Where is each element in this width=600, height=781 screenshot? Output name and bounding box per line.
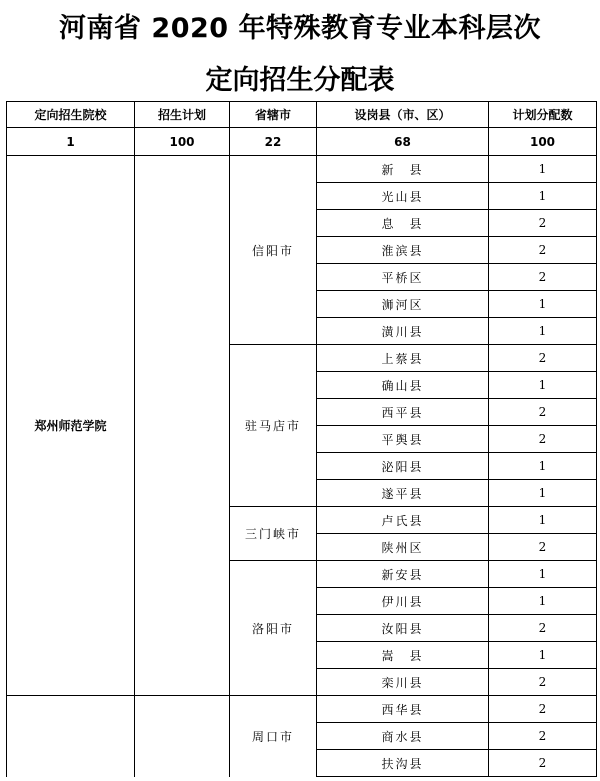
allocation-cell: 2 <box>489 264 597 291</box>
allocation-cell: 1 <box>489 183 597 210</box>
total-plan: 100 <box>135 128 230 156</box>
allocation-cell: 1 <box>489 372 597 399</box>
allocation-cell: 2 <box>489 696 597 723</box>
allocation-cell: 2 <box>489 534 597 561</box>
county-cell: 平舆县 <box>317 426 489 453</box>
county-cell: 卢氏县 <box>317 507 489 534</box>
allocation-cell: 2 <box>489 210 597 237</box>
allocation-cell: 2 <box>489 723 597 750</box>
county-cell: 嵩 县 <box>317 642 489 669</box>
allocation-cell: 1 <box>489 561 597 588</box>
county-cell: 淮滨县 <box>317 237 489 264</box>
county-cell: 上蔡县 <box>317 345 489 372</box>
allocation-table <box>6 101 597 777</box>
county-cell: 平桥区 <box>317 264 489 291</box>
county-cell: 栾川县 <box>317 669 489 696</box>
plan-cell <box>135 156 230 696</box>
county-cell: 扶沟县 <box>317 750 489 777</box>
county-cell: 遂平县 <box>317 480 489 507</box>
county-cell: 商水县 <box>317 723 489 750</box>
allocation-cell: 1 <box>489 480 597 507</box>
county-cell: 确山县 <box>317 372 489 399</box>
allocation-cell: 2 <box>489 669 597 696</box>
city-cell: 三门峡市 <box>230 507 317 561</box>
header-county: 设岗县（市、区） <box>317 102 489 128</box>
allocation-cell: 2 <box>489 750 597 777</box>
allocation-cell: 1 <box>489 318 597 345</box>
allocation-cell: 2 <box>489 399 597 426</box>
allocation-cell: 2 <box>489 615 597 642</box>
allocation-cell: 1 <box>489 507 597 534</box>
county-cell: 息 县 <box>317 210 489 237</box>
header-city: 省辖市 <box>230 102 317 128</box>
header-plan: 招生计划 <box>135 102 230 128</box>
header-row <box>7 102 597 128</box>
county-cell: 新安县 <box>317 561 489 588</box>
total-counties: 68 <box>317 128 489 156</box>
county-cell: 泌阳县 <box>317 453 489 480</box>
allocation-cell: 2 <box>489 237 597 264</box>
total-cities: 22 <box>230 128 317 156</box>
table-row <box>7 156 597 183</box>
school-cell: 郑州师范学院 <box>7 156 135 696</box>
allocation-cell: 1 <box>489 642 597 669</box>
totals-row <box>7 128 597 156</box>
school-cell-continued <box>7 696 135 777</box>
plan-cell-continued <box>135 696 230 777</box>
total-school-count: 1 <box>7 128 135 156</box>
document-subtitle: 定向招生分配表 <box>205 65 395 96</box>
allocation-cell: 2 <box>489 345 597 372</box>
allocation-cell: 1 <box>489 588 597 615</box>
allocation-cell: 1 <box>489 453 597 480</box>
county-cell: 陕州区 <box>317 534 489 561</box>
county-cell: 西华县 <box>317 696 489 723</box>
county-cell: 浉河区 <box>317 291 489 318</box>
city-cell: 洛阳市 <box>230 561 317 696</box>
city-cell: 信阳市 <box>230 156 317 345</box>
county-cell: 潢川县 <box>317 318 489 345</box>
allocation-cell: 1 <box>489 291 597 318</box>
city-cell: 周口市 <box>230 696 317 777</box>
city-cell: 驻马店市 <box>230 345 317 507</box>
document-title: 河南省 2020 年特殊教育专业本科层次 <box>59 13 541 44</box>
total-allocation: 100 <box>489 128 597 156</box>
county-cell: 光山县 <box>317 183 489 210</box>
allocation-cell: 1 <box>489 156 597 183</box>
header-allocation: 计划分配数 <box>489 102 597 128</box>
table-row <box>7 696 597 723</box>
table-body <box>7 128 597 777</box>
county-cell: 新 县 <box>317 156 489 183</box>
header-school: 定向招生院校 <box>7 102 135 128</box>
allocation-cell: 2 <box>489 426 597 453</box>
county-cell: 汝阳县 <box>317 615 489 642</box>
county-cell: 西平县 <box>317 399 489 426</box>
county-cell: 伊川县 <box>317 588 489 615</box>
